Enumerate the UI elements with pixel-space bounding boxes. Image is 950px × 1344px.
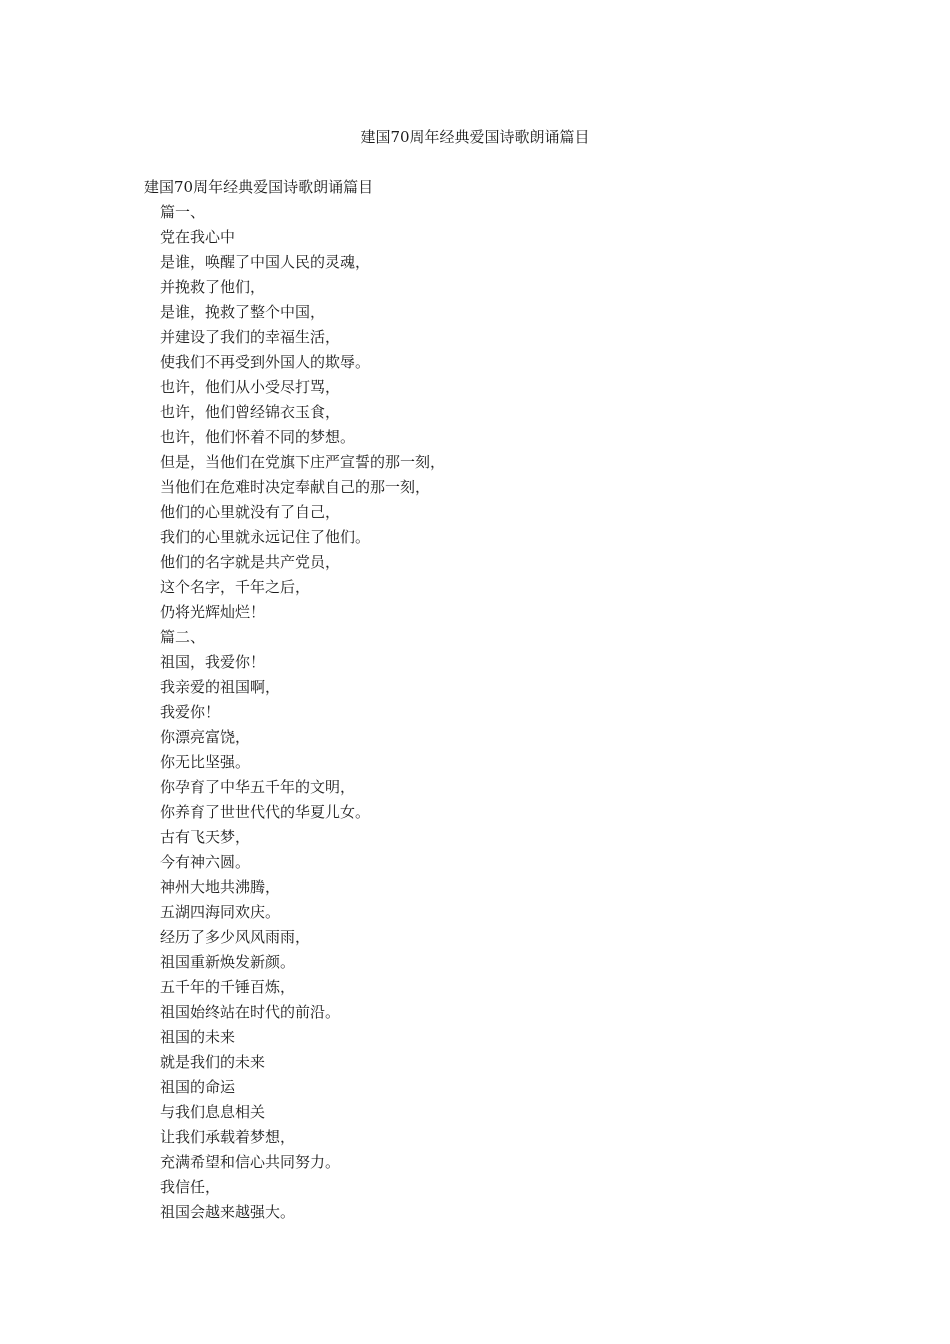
text-line: 篇二、	[160, 628, 206, 646]
text-line: 并挽救了他们，	[160, 278, 266, 296]
text-line: 祖国的命运	[160, 1078, 236, 1096]
document-heading: 建国70周年经典爱国诗歌朗诵篇目	[144, 178, 374, 196]
text-line: 我信任，	[160, 1178, 221, 1196]
text-line: 仍将光辉灿烂！	[160, 603, 266, 621]
text-line: 祖国重新焕发新颜。	[160, 953, 296, 971]
text-line: 我爱你！	[160, 703, 221, 721]
text-line: 古有飞天梦，	[160, 828, 251, 846]
text-line: 祖国始终站在时代的前沿。	[160, 1003, 341, 1021]
text-line: 是谁，挽救了整个中国，	[160, 303, 326, 321]
text-line: 祖国会越来越强大。	[160, 1203, 296, 1221]
text-line: 你养育了世世代代的华夏儿女。	[160, 803, 371, 821]
page-title: 建国70周年经典爱国诗歌朗诵篇目	[360, 128, 590, 146]
text-line: 他们的名字就是共产党员，	[160, 553, 341, 571]
text-line: 就是我们的未来	[160, 1053, 266, 1071]
text-line: 祖国的未来	[160, 1028, 236, 1046]
text-line: 这个名字，千年之后，	[160, 578, 311, 596]
text-line: 并建设了我们的幸福生活，	[160, 328, 341, 346]
text-line: 神州大地共沸腾，	[160, 878, 281, 896]
text-line: 五千年的千锤百炼，	[160, 978, 296, 996]
text-line: 他们的心里就没有了自己，	[160, 503, 341, 521]
text-line: 使我们不再受到外国人的欺辱。	[160, 353, 371, 371]
text-line: 你无比坚强。	[160, 753, 251, 771]
text-line: 你孕育了中华五千年的文明，	[160, 778, 356, 796]
text-line: 今有神六圆。	[160, 853, 251, 871]
text-line: 当他们在危难时决定奉献自己的那一刻，	[160, 478, 431, 496]
text-line: 党在我心中	[160, 228, 236, 246]
text-line: 也许，他们曾经锦衣玉食，	[160, 403, 341, 421]
text-line: 祖国，我爱你！	[160, 653, 266, 671]
text-line: 也许，他们从小受尽打骂，	[160, 378, 341, 396]
poem-body	[160, 200, 445, 1225]
text-line: 与我们息息相关	[160, 1103, 266, 1121]
text-line: 也许，他们怀着不同的梦想。	[160, 428, 356, 446]
text-line: 但是，当他们在党旗下庄严宣誓的那一刻，	[160, 453, 446, 471]
text-line: 篇一、	[160, 203, 206, 221]
text-line: 充满希望和信心共同努力。	[160, 1153, 341, 1171]
text-line: 我亲爱的祖国啊，	[160, 678, 281, 696]
text-line: 经历了多少风风雨雨，	[160, 928, 311, 946]
text-line: 你漂亮富饶，	[160, 728, 251, 746]
text-line: 是谁，唤醒了中国人民的灵魂，	[160, 253, 371, 271]
text-line: 我们的心里就永远记住了他们。	[160, 528, 371, 546]
text-line: 让我们承载着梦想，	[160, 1128, 296, 1146]
text-line: 五湖四海同欢庆。	[160, 903, 281, 921]
